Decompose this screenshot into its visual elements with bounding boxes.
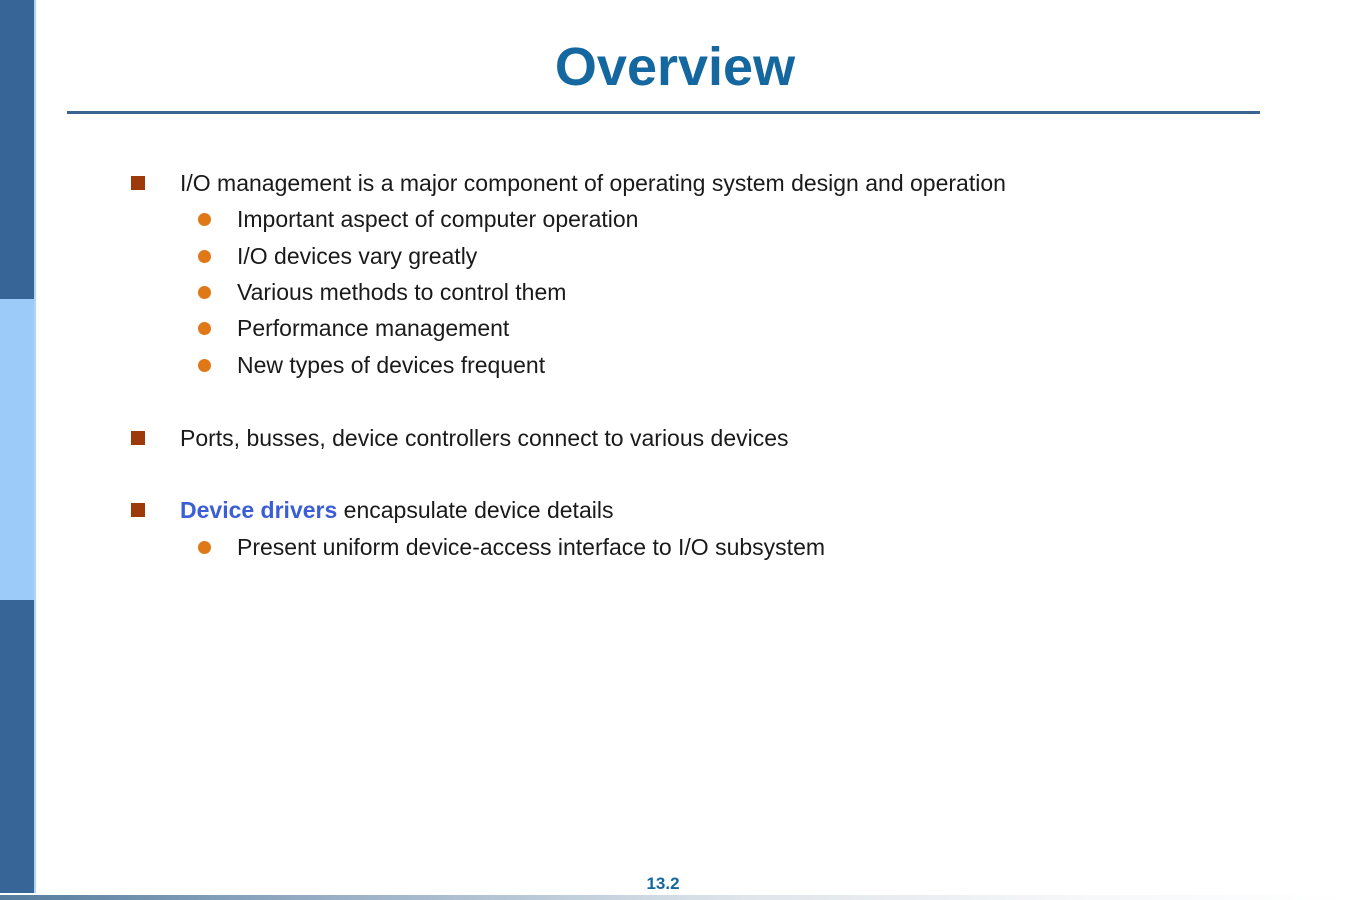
bullet-text: Important aspect of computer operation [237,206,639,232]
bullet-item-new-types [198,350,545,380]
square-bullet-icon [131,503,145,517]
bullet-text: Performance management [237,315,510,341]
slide-title: Overview [554,37,796,97]
bullet-item-devices-vary [198,241,477,271]
sidebar-accent-bar [0,0,36,893]
sidebar-segment-top [0,0,34,299]
bullet-text: New types of devices frequent [237,352,546,378]
bullet-text: Various methods to control them [237,279,567,305]
bullet-text: Ports, busses, device controllers connect to various devices [180,425,789,451]
title-underline [67,111,1260,114]
bullet-text: Present uniform device-access interface to I/O subsystem [237,534,826,560]
sidebar-segment-middle [0,299,34,600]
sidebar-edge-strip [34,0,36,893]
highlighted-term: Device drivers [180,497,338,523]
bullet-item-io-management [131,168,1006,198]
bullet-item-device-drivers [131,495,613,525]
page-number: 13.2 [646,874,680,893]
square-bullet-icon [131,176,145,190]
bullet-text: I/O devices vary greatly [237,243,478,269]
slide-bottom-edge [0,895,1350,900]
bullet-item-uniform-interface [198,532,825,562]
bullet-item-various-methods [198,277,566,307]
bullet-item-performance [198,313,509,343]
circle-bullet-icon [198,213,211,226]
circle-bullet-icon [198,541,211,554]
circle-bullet-icon [198,250,211,263]
circle-bullet-icon [198,322,211,335]
circle-bullet-icon [198,286,211,299]
bullet-item-important-aspect [198,204,638,234]
square-bullet-icon [131,431,145,445]
bullet-text-rest: encapsulate device details [337,497,614,523]
bullet-text: I/O management is a major component of operating system design and operation [180,170,1006,196]
bullet-item-ports-busses [131,423,789,453]
sidebar-segment-bottom [0,600,34,893]
circle-bullet-icon [198,359,211,372]
bullet-text [180,495,613,525]
